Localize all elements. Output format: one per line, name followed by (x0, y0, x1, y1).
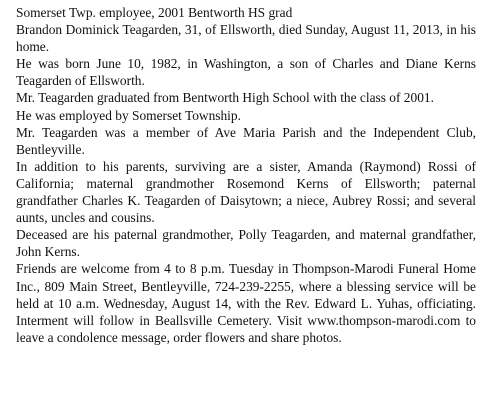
paragraph-survivors: In addition to his parents, surviving are a sister, Amanda (Raymond) Rossi of California; maternal grandmother Rosemond Kerns of Ellsworth; paternal grandfather Charles K. Teagarden of Daisytown; a niece, Aubrey Rossi; and several aunts, uncles and cousins. (16, 158, 476, 226)
paragraph-deceased: Deceased are his paternal grandmother, Polly Teagarden, and maternal grandfather, John Kerns. (16, 227, 476, 260)
paragraph-education: Mr. Teagarden graduated from Bentworth High School with the class of 2001. (16, 90, 434, 106)
obituary-document (16, 4, 476, 346)
paragraph-death-notice: Brandon Dominick Teagarden, 31, of Ellsworth, died Sunday, August 11, 2013, in his home. (16, 22, 476, 55)
paragraph-membership: Mr. Teagarden was a member of Ave Maria Parish and the Independent Club, Bentleyville. (16, 124, 476, 157)
paragraph-services: Friends are welcome from 4 to 8 p.m. Tuesday in Thompson-Marodi Funeral Home Inc., 809 Main Street, Bentleyville, 724-239-2255, where a blessing service will be held at 10 a.m. Wednesday, August 14, with the Rev. Edward L. Yuhas, officiating. Interment will follow in Beallsville Cemetery. Visit www.thompson-marodi.com to leave a condolence message, order flowers and share photos. (16, 261, 476, 345)
headline: Somerset Twp. employee, 2001 Bentworth HS grad (16, 5, 293, 20)
paragraph-employment: He was employed by Somerset Township. (16, 107, 241, 123)
paragraph-birth: He was born June 10, 1982, in Washington, a son of Charles and Diane Kerns Teagarden of Ellsworth. (16, 56, 476, 89)
